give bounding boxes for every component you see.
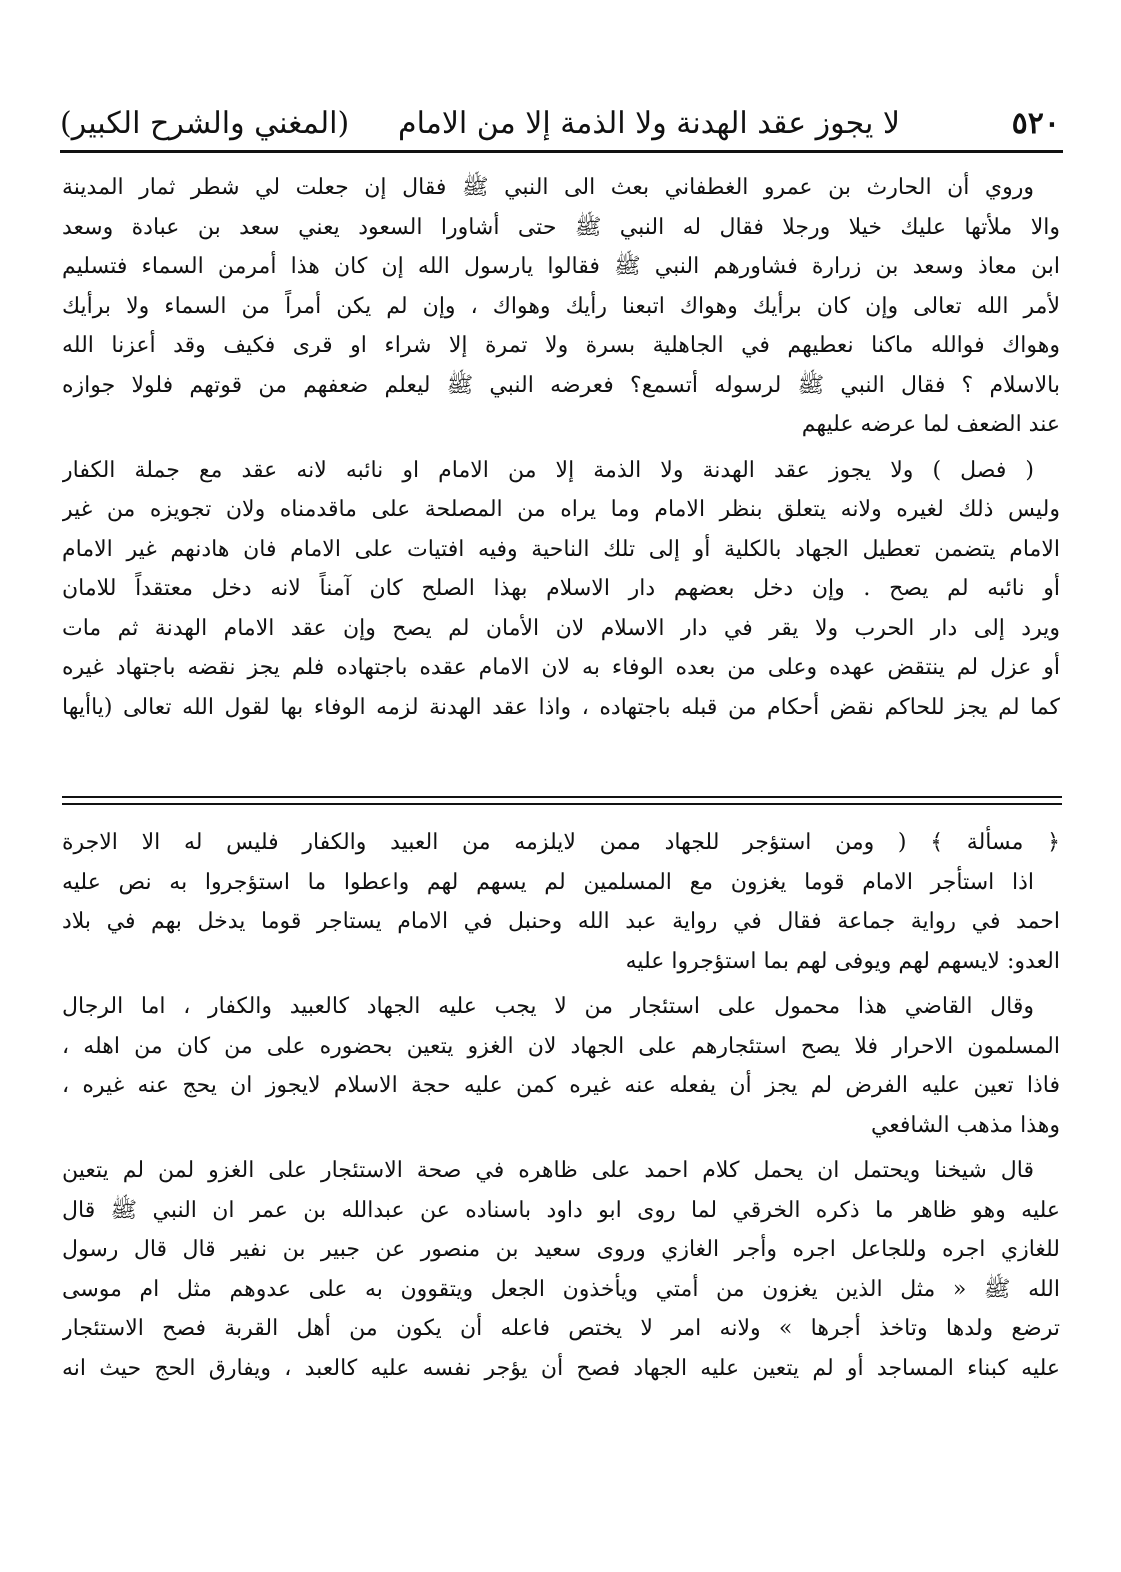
paragraph [62, 823, 1060, 981]
header-rule [60, 150, 1063, 153]
text-line: فاذا تعين عليه الفرض لم يجز أن يفعله عنه غيره كمن عليه حجة الاسلام لايجوز ان يحج عنه غيره ، [62, 1073, 1060, 1098]
text-line: عند الضعف لما عرضه عليهم [801, 412, 1060, 437]
text-line: كما لم يجز للحاكم نقض أحكام من قبله باجتهاده ، واذا عقد الهدنة لزمه الوفاء بها لقول الله تعالى (ياأيها [62, 694, 1060, 720]
upper-text-block [62, 168, 1060, 727]
text-line: وهواك فوالله ماكنا نعطيهم في الجاهلية بسرة ولا تمرة إلا شراء او قرى فكيف وقد أعزنا الله [62, 333, 1060, 358]
text-line: وقال القاضي هذا محمول على استئجار من لا يجب عليه الجهاد كالعبيد والكفار ، اما الرجال [62, 994, 1034, 1019]
text-line: ابن معاذ وسعد بن زرارة فشاورهم النبي ﷺ فقالوا يارسول الله إن كان هذا أمرمن السماء فتسليم [62, 254, 1060, 279]
text-line: الامام يتضمن تعطيل الجهاد بالكلية أو إلى تلك الناحية وفيه افتيات على الامام فان هادنهم غير الامام [62, 536, 1060, 562]
text-line: العدو: لايسهم لهم ويوفى لهم بما استؤجروا عليه [625, 948, 1060, 974]
page-number: ٥٢٠ [1011, 106, 1060, 141]
text-line: ويرد إلى دار الحرب ولا يقر في دار الاسلام لان الأمان لم يصح وإن عقد الامام الهدنة ثم مات [62, 615, 1060, 641]
text-line: أو عزل لم ينتقض عهده وعلى من بعده الوفاء به لان الامام عقده باجتهاده فلم يجز نقضه باجتهاد غيره [62, 655, 1060, 680]
text-line: اذا استأجر الامام قوما يغزون مع المسلمين لم يسهم لهم واعطوا ما استؤجروا به نص عليه [62, 869, 1034, 895]
text-line: أو نائبه لم يصح . وإن دخل بعضهم دار الاسلام بهذا الصلح كان آمناً لانه دخل معتقداً للامان [62, 576, 1060, 601]
text-line: للغازي اجره وللجاعل اجره وأجر الغازي وروى سعيد بن منصور عن جبير بن نفير قال قال رسول [62, 1237, 1060, 1262]
text-line: وليس ذلك لغيره ولانه يتعلق بنظر الامام وما يراه من المصلحة على ماقدمناه ولان تجويزه من غير [62, 497, 1060, 522]
text-line: الله ﷺ « مثل الذين يغزون من أمتي ويأخذون الجعل ويتقوون به على عدوهم مثل ام موسى [62, 1276, 1060, 1302]
paragraph [62, 987, 1060, 1145]
text-line: المسلمون الاحرار فلا يصح استئجارهم على الجهاد لان الغزو يتعين بحضوره على من كان من اهله ، [62, 1033, 1060, 1059]
running-title: لا يجوز عقد الهدنة ولا الذمة إلا من الامام [398, 106, 900, 141]
page-header [60, 100, 1060, 150]
text-line: والا ملأتها عليك خيلا ورجلا فقال له النبي ﷺ حتى أشاورا السعود يعني سعد بن عبادة وسعد [62, 214, 1060, 240]
paragraph [62, 1151, 1060, 1388]
lower-text-block [62, 823, 1060, 1388]
text-line: ( فصل ) ولا يجوز عقد الهدنة ولا الذمة إلا من الامام او نائبه لانه عقد مع جملة الكفار [62, 457, 1034, 483]
text-line: ﴿ مسألة ﴾ ( ومن استؤجر للجهاد ممن لايلزمه من العبيد والكفار فليس له الا الاجرة [62, 830, 1060, 855]
text-line: لأمر الله تعالى وإن كان برأيك وهواك اتبعنا رأيك وهواك ، وإن لم يكن أمراً من السماء ولا برأيك [62, 293, 1060, 319]
text-line: قال شيخنا ويحتمل ان يحمل كلام احمد على ظاهره في صحة الاستئجار على الغزو لمن لم يتعين [62, 1158, 1034, 1183]
text-line: عليه كبناء المساجد أو لم يتعين عليه الجهاد فصح أن يؤجر نفسه عليه كالعبد ، ويفارق الحج حيث انه [62, 1355, 1060, 1381]
text-line: وروي أن الحارث بن عمرو الغطفاني بعث الى النبي ﷺ فقال إن جعلت لي شطر ثمار المدينة [62, 175, 1034, 200]
book-title: (المغني والشرح الكبير) [60, 106, 350, 141]
text-line: وهذا مذهب الشافعي [870, 1112, 1060, 1138]
text-line: بالاسلام ؟ فقال النبي ﷺ لرسوله أتسمع؟ فعرضه النبي ﷺ ليعلم ضعفهم من قوتهم فلولا جوازه [62, 372, 1060, 398]
text-line: احمد في رواية جماعة فقال في رواية عبد الله وحنبل في الامام يستاجر قوما يدخل بهم في بلاد [62, 909, 1060, 934]
paragraph [62, 451, 1060, 728]
text-line: ترضع ولدها وتاخذ أجرها » ولانه امر لا يختص فاعله أن يكون من أهل القربة فصح الاستئجار [62, 1316, 1060, 1341]
section-divider [62, 796, 1062, 805]
paragraph [62, 168, 1060, 445]
text-line: عليه وهو ظاهر ما ذكره الخرقي لما روى ابو داود باسناده عن عبدالله بن عمر ان النبي ﷺ قال [62, 1197, 1060, 1223]
